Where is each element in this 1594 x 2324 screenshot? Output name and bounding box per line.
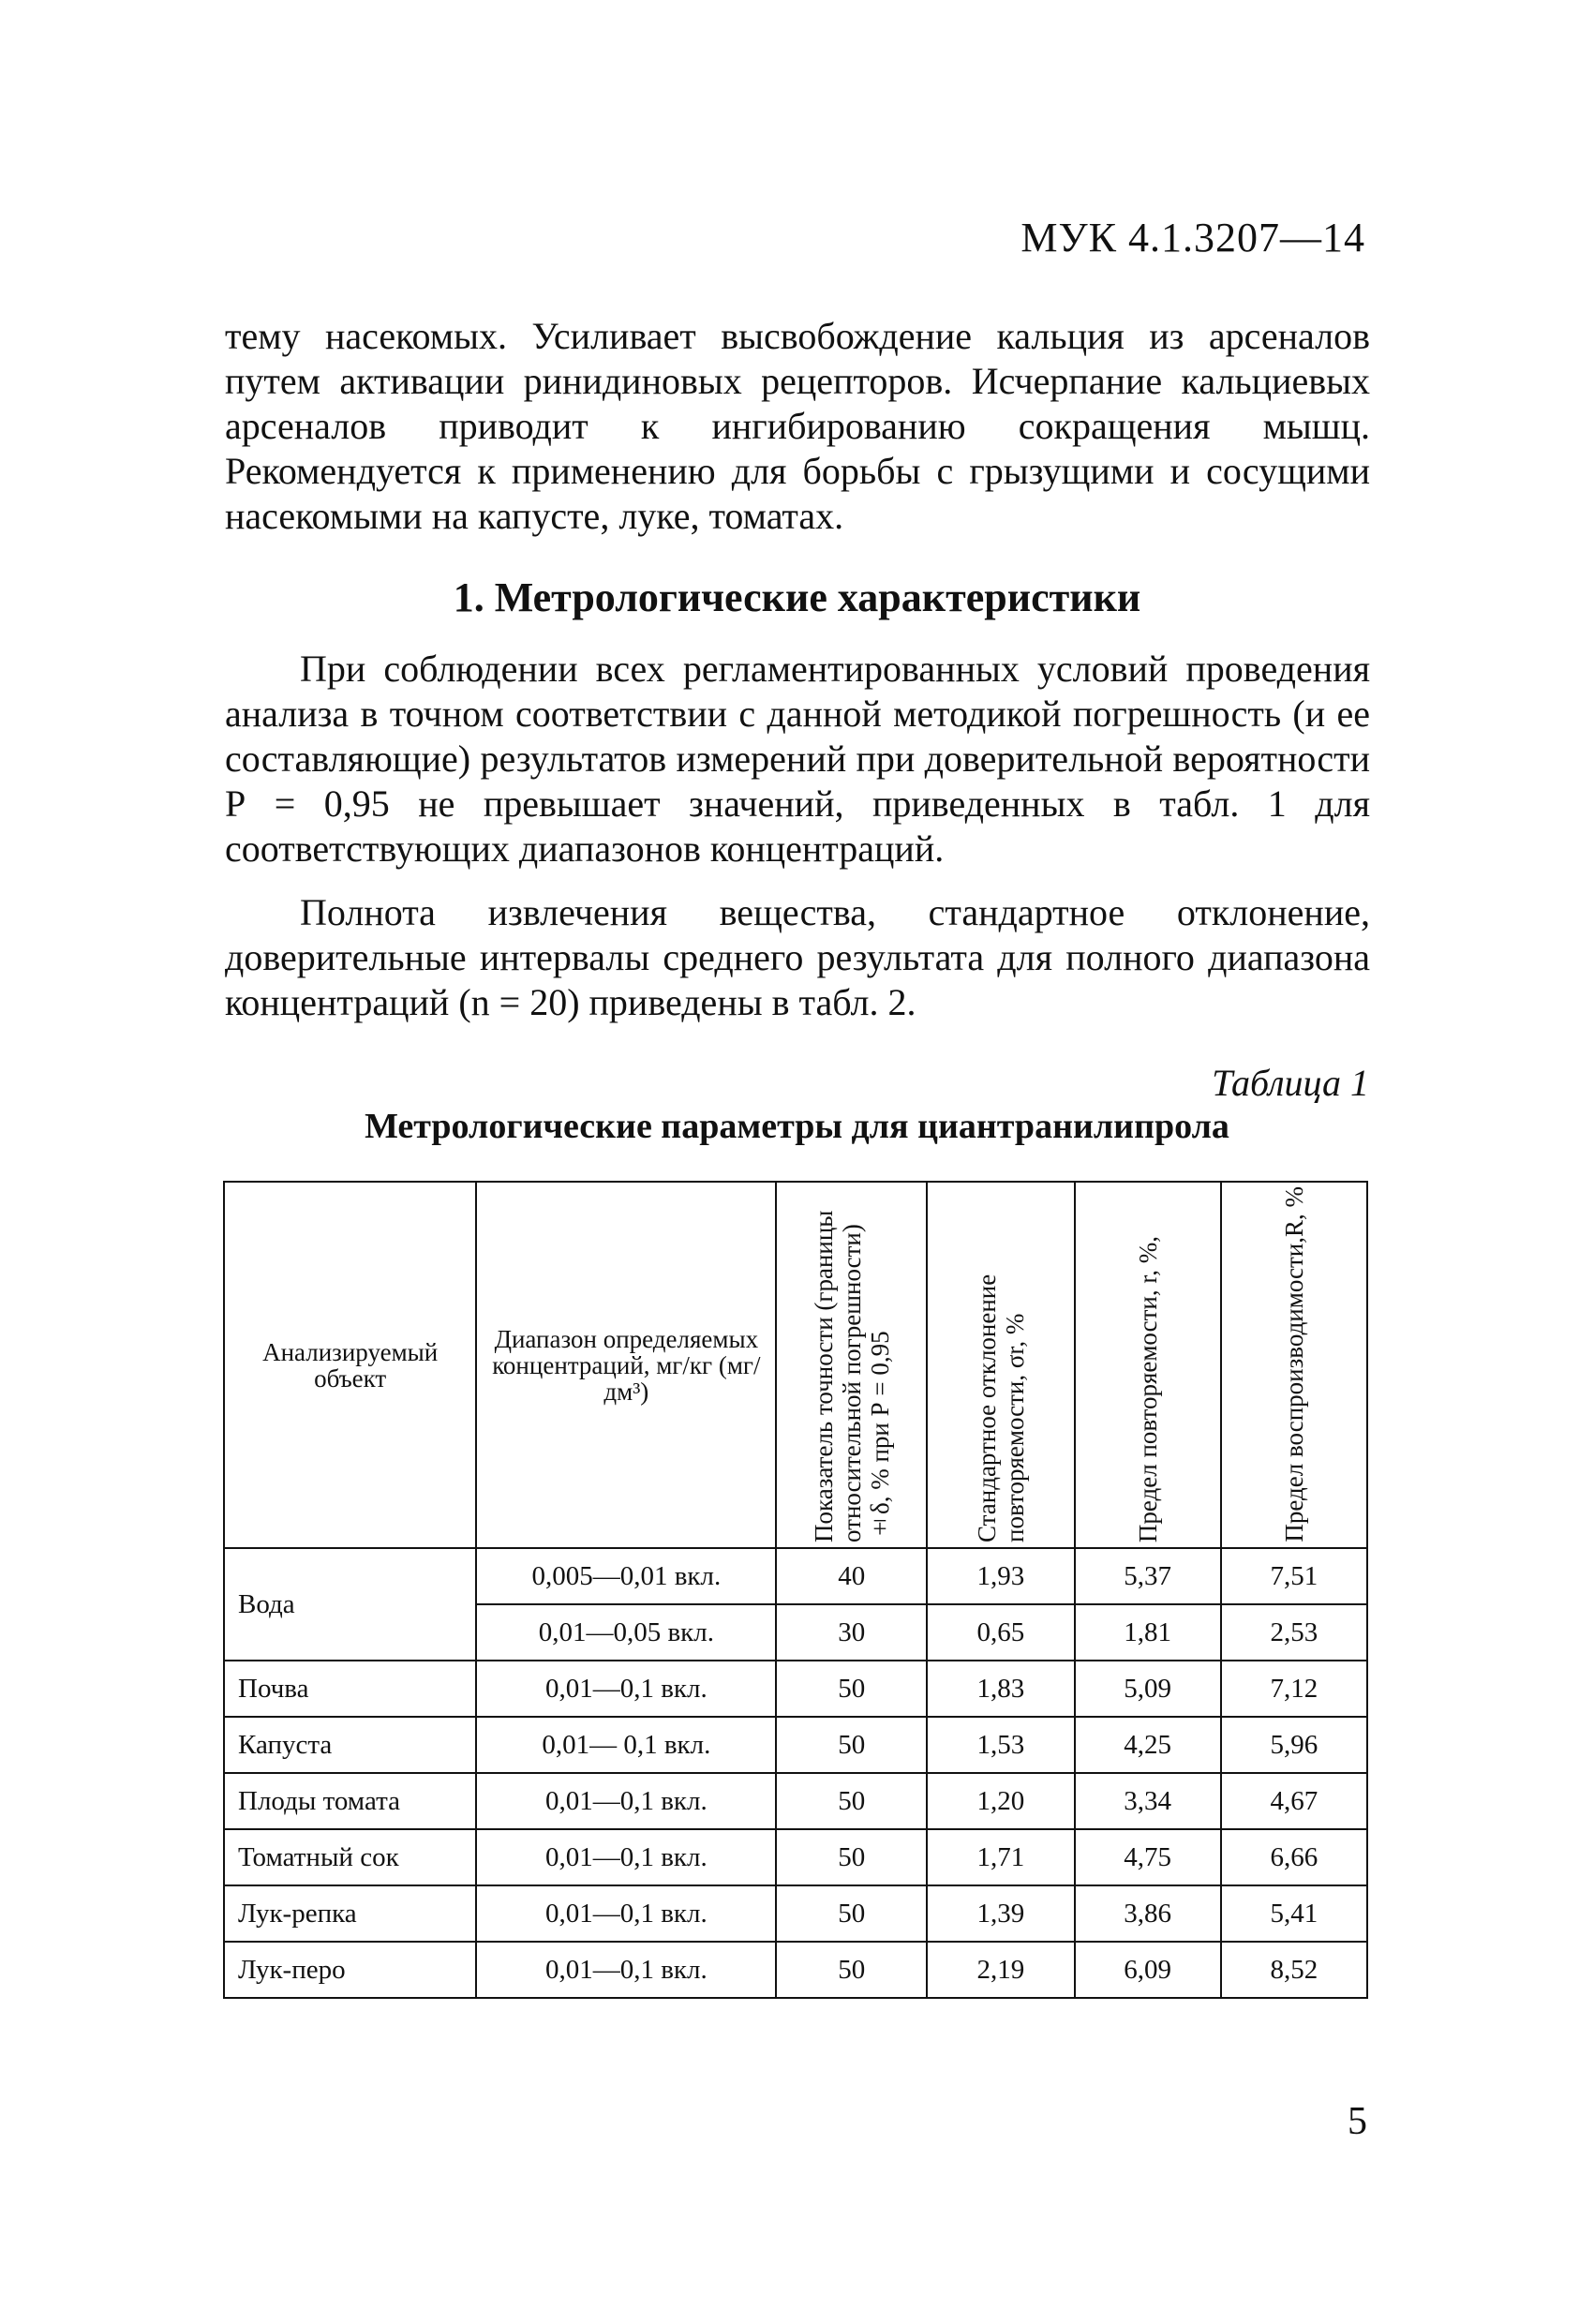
table-row: [224, 1829, 1367, 1885]
section-heading: 1. Метрологические характеристики: [453, 574, 1141, 620]
cell-delta: 30: [776, 1604, 927, 1661]
cell-r: 4,75: [1075, 1829, 1221, 1885]
cell-range: 0,005—0,01 вкл.: [476, 1548, 776, 1604]
cell-object: Вода: [224, 1548, 476, 1661]
cell-delta: 50: [776, 1717, 927, 1773]
cell-delta: 50: [776, 1829, 927, 1885]
table-row: [224, 1885, 1367, 1942]
cell-delta: 50: [776, 1661, 927, 1717]
cell-range: 0,01—0,05 вкл.: [476, 1604, 776, 1661]
cell-sigma: 0,65: [927, 1604, 1074, 1661]
cell-delta: 50: [776, 1942, 927, 1998]
table-row: [224, 1773, 1367, 1829]
document-code: МУК 4.1.3207—14: [1020, 215, 1365, 261]
cell-delta: 50: [776, 1773, 927, 1829]
cell-object: Томатный сок: [224, 1829, 476, 1885]
cell-r: 3,34: [1075, 1773, 1221, 1829]
table-row: [224, 1717, 1367, 1773]
header-std-deviation: Стандартное отклонение повторяемости, σr, %: [927, 1182, 1074, 1548]
table-row: [224, 1548, 1367, 1604]
cell-delta: 50: [776, 1885, 927, 1942]
header-range: Диапазон определяемых концентраций, мг/кг (мг/дм³): [476, 1182, 776, 1548]
cell-sigma: 1,53: [927, 1717, 1074, 1773]
cell-range: 0,01— 0,1 вкл.: [476, 1717, 776, 1773]
cell-R: 7,51: [1221, 1548, 1367, 1604]
cell-sigma: 1,20: [927, 1773, 1074, 1829]
cell-sigma: 1,39: [927, 1885, 1074, 1942]
cell-r: 5,37: [1075, 1548, 1221, 1604]
cell-R: 2,53: [1221, 1604, 1367, 1661]
cell-r: 4,25: [1075, 1717, 1221, 1773]
table-label: Таблица 1: [1212, 1062, 1369, 1104]
cell-range: 0,01—0,1 вкл.: [476, 1942, 776, 1998]
cell-r: 1,81: [1075, 1604, 1221, 1661]
cell-sigma: 1,71: [927, 1829, 1074, 1885]
header-accuracy: Показатель точности (границы относительной погрешности) ±δ, % при Р = 0,95: [776, 1182, 927, 1548]
cell-object: Почва: [224, 1661, 476, 1717]
cell-object: Капуста: [224, 1717, 476, 1773]
page-number: 5: [1348, 2100, 1367, 2143]
cell-object: Лук-репка: [224, 1885, 476, 1942]
metrology-table: [223, 1181, 1368, 1999]
paragraph-recovery: Полнота извлечения вещества, стандартное отклонение, доверительные интервалы среднего результата для полного диапазона концентраций (n = 20) приведены в табл. 2.: [225, 891, 1370, 1023]
cell-r: 6,09: [1075, 1942, 1221, 1998]
cell-range: 0,01—0,1 вкл.: [476, 1885, 776, 1942]
cell-sigma: 2,19: [927, 1942, 1074, 1998]
cell-sigma: 1,93: [927, 1548, 1074, 1604]
header-object: Анализируемый объект: [224, 1182, 476, 1548]
header-reproducibility-limit: Предел воспроизводимости,R, %: [1221, 1182, 1367, 1548]
cell-sigma: 1,83: [927, 1661, 1074, 1717]
cell-range: 0,01—0,1 вкл.: [476, 1661, 776, 1717]
table-header-row: [224, 1182, 1367, 1548]
cell-R: 5,41: [1221, 1885, 1367, 1942]
table-title: Метрологические параметры для циантранилипрола: [365, 1107, 1229, 1146]
cell-delta: 40: [776, 1548, 927, 1604]
cell-R: 4,67: [1221, 1773, 1367, 1829]
header-repeatability-limit: Предел повторяемости, r, %,: [1075, 1182, 1221, 1548]
table-row: [224, 1661, 1367, 1717]
cell-R: 5,96: [1221, 1717, 1367, 1773]
cell-R: 8,52: [1221, 1942, 1367, 1998]
cell-object: Плоды томата: [224, 1773, 476, 1829]
intro-paragraph: тему насекомых. Усиливает высвобождение кальция из арсеналов путем активации ринидиновых рецепторов. Исчерпание кальциевых арсеналов приводит к ингибированию сокращения мышц. Рекомендуется к применению для борьбы с грызущими и сосущими насекомыми на капусте, луке, томатах.: [225, 315, 1370, 537]
cell-range: 0,01—0,1 вкл.: [476, 1773, 776, 1829]
cell-R: 7,12: [1221, 1661, 1367, 1717]
cell-R: 6,66: [1221, 1829, 1367, 1885]
cell-r: 5,09: [1075, 1661, 1221, 1717]
cell-object: Лук-перо: [224, 1942, 476, 1998]
cell-r: 3,86: [1075, 1885, 1221, 1942]
table-row: [224, 1942, 1367, 1998]
cell-range: 0,01—0,1 вкл.: [476, 1829, 776, 1885]
paragraph-accuracy: При соблюдении всех регламентированных условий проведения анализа в точном соответствии с данной методикой погрешность (и ее составляющие) результатов измерений при доверительной вероятности Р = 0,95 не превышает значений, приведенных в табл. 1 для соответствующих диапазонов концентраций.: [225, 648, 1370, 870]
